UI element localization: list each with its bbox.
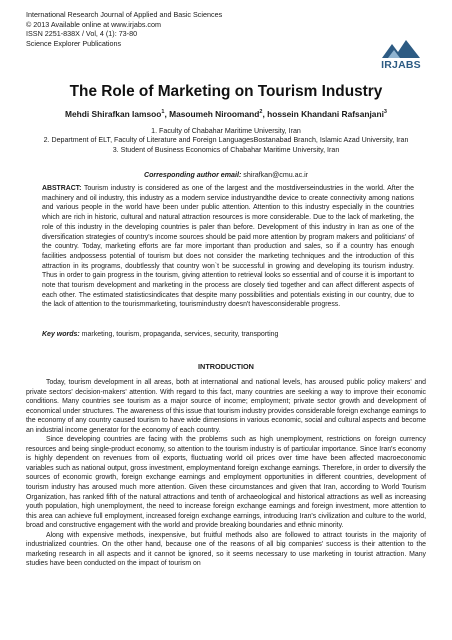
- keywords-text: marketing, tourism, propaganda, services, security, transporting: [79, 331, 279, 338]
- corresponding-email: [30, 171, 422, 179]
- author-1: Mehdi Shirafkan Iamsoo$^1$,: [65, 109, 170, 119]
- journal-masthead: [26, 10, 356, 48]
- affiliation-3: 3. Student of Business Economics of Chabahar Maritime University, Iran: [112, 145, 340, 154]
- irjabs-logo: [374, 38, 428, 74]
- issn-line: ISSN 2251-838X / Vol, 4 (1): 73-80: [26, 29, 138, 39]
- abstract: [42, 184, 414, 310]
- keywords: [42, 331, 414, 338]
- body-paragraph-2: Since developing countries are facing with the problems such as high unemployment, restrictions on foreign currency resources and being single-product economy, so attention to the tourism industry is of particular importance. Since Iran's economy is highly dependent on revenues from oil exports, fluctuating world oil prices over time have been affected macroeconomic variables such as national output, gross investment, employmentand foreign exchange earnings. Therefore, in order to diversify the sources of economic growth, foreign exchange earnings and employment opportunities in different countries, development of tourism industry has aroused much more attention. Given these circumstances and given that Iran, according to World Tourism Organization, has ranked fifth of the natural attractions and tenth of archaeological and historical attractions as well as increasing youth population, high unemployment, the need to increase foreign exchange earnings and foreign investment, more attention to this area can achieve full employment, increased foreign exchange earnings, introducing Iran's civilization and culture to the world, broad and constructive engagement with the world and provide breaking boundaries and ethnic minority.: [26, 436, 426, 530]
- author-list: [14, 109, 438, 119]
- publisher-line: Science Explorer Publications: [26, 38, 122, 48]
- body-paragraph-3: Along with expensive methods, inexpensive, but fruitful methods also are followed to attract tourists in the majority of industrialized countries. On the other hand, because one of the reasons of all big companies' success is their attention to the marketing research in all aspects and it cannot be ignored, so it seems necessary to use marketing in tourist attraction. Many studies have been conducted on the impact of tourism on: [26, 531, 426, 568]
- journal-name: International Research Journal of Applied and Basic Sciences: [26, 10, 223, 19]
- author-2: Masoumeh Niroomand$^2$,: [169, 109, 268, 119]
- keywords-label: Key words:: [42, 331, 80, 338]
- email-label: Corresponding author email:: [143, 171, 242, 179]
- copyright-line: © 2013 Available online at www.irjabs.com: [26, 19, 162, 29]
- logo-mark-icon: [380, 38, 422, 60]
- abstract-text: Tourism industry is considered as one of the largest and the mostdiverseindustries in the world. After the machinery and oil industry, this industry as a modern service industryandthe device to create connectivity among nations and various people in the world have been under public attention. Attention to this industry especially in the countries which are rich in historic, cultural and natural attraction resources is more considerable. Due to the lack of marketing, the role of this industry in the developing countries is paler than before. Development of this industry in Iran as one of the diversification strategies of country's income sources should be paid more attention by program makers and politicians' of the country. Today, marketing efforts are far more important than production and sales, so if a country has enough facilities andpossess potential of tourism but does not consider the marketing techniques and the introduction of this attraction in its programs, doubtlessly that country won`t be successful in growing and developing its tourism industry. Thus in order to gain progress in the tourism, giving attention to retrieval looks so essential and of course it is important to note that tourism development and marketing in the process are closely tied together and can affect different aspects of each other. The estimated statisticsindicates that despite many possibilities and potentials existing in our country, due to the lack of attention to the tourismmarketing, tourismindustry doesn't havesconsiderable progress.: [42, 185, 414, 309]
- body-paragraph-1: Today, tourism development in all areas, both at international and national levels, has aroused public policy makers' and private sectors' decision-makers' attention. With regard to this fact, many countries are seeking a way to improve their economic conditions. Many countries see tourism as a major source of income; employment; private sector growth and development of economical under structures. The awareness of this issue that tourism industry provides considerable foreign exchange earnings to the economy of any country caused tourism to have wide dimensions in various economic, social and cultural aspects and become an industrial income generator for the economy of each country.: [26, 379, 426, 434]
- logo-text: IRJABS: [381, 59, 421, 71]
- author-3: hossein Khandani Rafsanjani$^3$: [267, 109, 387, 119]
- affiliation-1: 1. Faculty of Chabahar Maritime University, Iran: [151, 127, 301, 135]
- email-address[interactable]: shirafkan@cmu.ac.ir: [241, 171, 309, 179]
- introduction-body: [26, 378, 426, 569]
- affiliations: [30, 127, 422, 155]
- abstract-label: ABSTRACT:: [42, 185, 82, 192]
- paper-title: The Role of Marketing on Tourism Industry: [69, 83, 383, 100]
- affiliation-2: 2. Department of ELT, Faculty of Literature and Foreign LanguagesBostanabad Branch, Islamic Azad University, Iran: [43, 136, 409, 145]
- introduction-heading: INTRODUCTION: [198, 362, 254, 371]
